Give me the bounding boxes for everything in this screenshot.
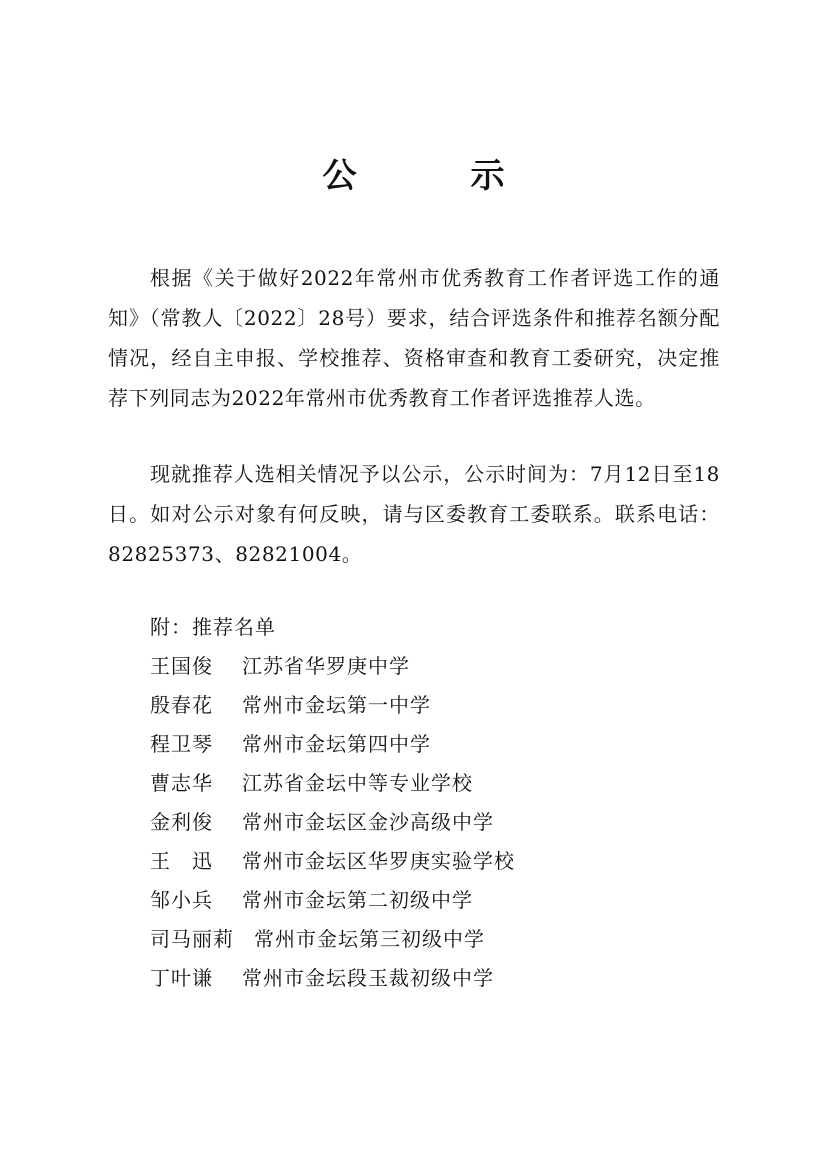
nominee-name: 程卫琴: [150, 732, 213, 756]
nominee-unit: 常州市金坛段玉裁初级中学: [242, 966, 494, 990]
nominee-name: 殷春花: [150, 693, 213, 717]
nominee-unit: 常州市金坛第二初级中学: [242, 888, 473, 912]
nominee-row: [150, 959, 515, 998]
nominee-row: [150, 725, 515, 764]
nominee-unit: 常州市金坛区华罗庚实验学校: [242, 849, 515, 873]
nominee-name: 王国俊: [150, 654, 213, 678]
page-title: 公 示: [322, 156, 545, 196]
nominee-row: [150, 881, 515, 920]
nominee-row: [150, 842, 515, 881]
nominee-row: [150, 764, 515, 803]
nominee-row: [150, 803, 515, 842]
nominee-row: [150, 686, 515, 725]
nominee-list: [150, 647, 515, 998]
notice-paragraph-1: 根据《关于做好2022年常州市优秀教育工作者评选工作的通知》（常教人〔2022〕28号）要求，结合评选条件和推荐名额分配情况，经自主申报、学校推荐、资格审查和教育工委研究，决定推荐下列同志为2022年常州市优秀教育工作者评选推荐人选。: [108, 266, 720, 410]
nominee-unit: 江苏省华罗庚中学: [242, 654, 410, 678]
nominee-name: 丁叶谦: [150, 966, 213, 990]
notice-paragraph-2: 现就推荐人选相关情况予以公示，公示时间为：7月12日至18日。如对公示对象有何反映，请与区委教育工委联系。联系电话：82825373、82821004。: [108, 462, 720, 566]
nominee-name: 邹小兵: [150, 888, 213, 912]
nominee-unit: 常州市金坛第三初级中学: [254, 927, 485, 951]
nominee-name: 金利俊: [150, 810, 213, 834]
nominee-unit: 常州市金坛区金沙高级中学: [242, 810, 494, 834]
attachment-label: 附：推荐名单: [150, 615, 276, 639]
nominee-unit: 江苏省金坛中等专业学校: [242, 771, 473, 795]
nominee-row: [150, 920, 515, 959]
nominee-row: [150, 647, 515, 686]
nominee-name: 曹志华: [150, 771, 213, 795]
nominee-unit: 常州市金坛第四中学: [242, 732, 431, 756]
nominee-name: 司马丽莉: [150, 927, 234, 951]
nominee-name: 王 迅: [150, 849, 213, 873]
nominee-unit: 常州市金坛第一中学: [242, 693, 431, 717]
